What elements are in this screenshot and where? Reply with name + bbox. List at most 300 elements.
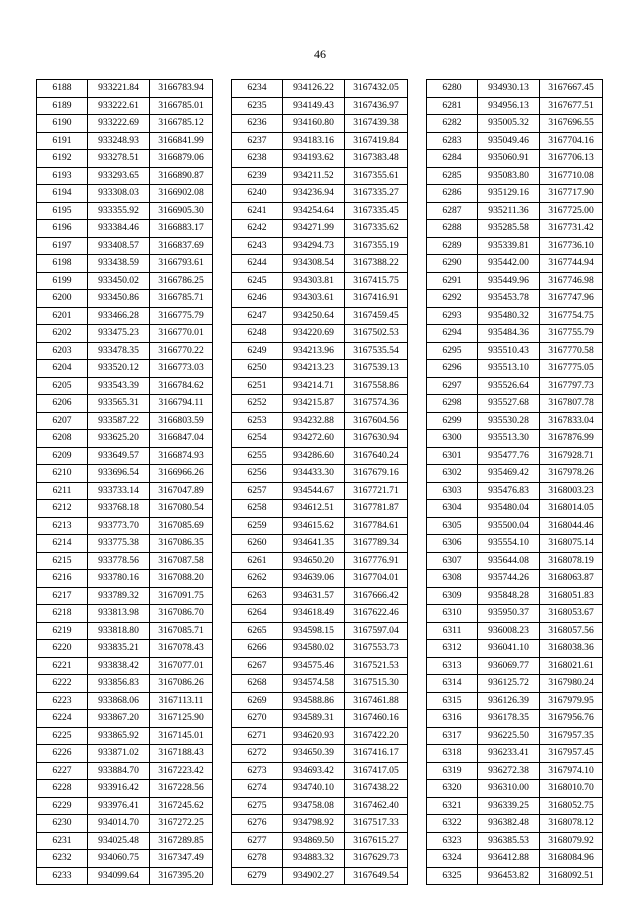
table-row	[232, 692, 408, 710]
point-number-cell: 6199	[37, 272, 88, 290]
table-row	[232, 517, 408, 535]
y-coordinate-cell: 3167419.84	[345, 132, 408, 150]
x-coordinate-cell: 933884.70	[88, 762, 150, 780]
y-coordinate-cell: 3167417.05	[345, 762, 408, 780]
table-row	[232, 290, 408, 308]
y-coordinate-cell: 3167462.40	[345, 797, 408, 815]
x-coordinate-cell: 936125.72	[478, 675, 540, 693]
point-number-cell: 6253	[232, 412, 283, 430]
table-row	[232, 342, 408, 360]
table-row	[232, 255, 408, 273]
point-number-cell: 6292	[427, 290, 478, 308]
x-coordinate-cell: 935060.91	[478, 150, 540, 168]
y-coordinate-cell: 3167704.16	[540, 132, 603, 150]
y-coordinate-cell: 3168003.23	[540, 482, 603, 500]
x-coordinate-cell: 934798.92	[283, 815, 345, 833]
x-coordinate-cell: 935049.46	[478, 132, 540, 150]
point-number-cell: 6254	[232, 430, 283, 448]
y-coordinate-cell: 3168052.75	[540, 797, 603, 815]
table-row	[232, 570, 408, 588]
y-coordinate-cell: 3167979.95	[540, 692, 603, 710]
x-coordinate-cell: 934615.62	[283, 517, 345, 535]
point-number-cell: 6213	[37, 517, 88, 535]
x-coordinate-cell: 935480.04	[478, 500, 540, 518]
x-coordinate-cell: 933856.83	[88, 675, 150, 693]
point-number-cell: 6206	[37, 395, 88, 413]
x-coordinate-cell: 934433.30	[283, 465, 345, 483]
x-coordinate-cell: 935526.64	[478, 377, 540, 395]
x-coordinate-cell: 933835.21	[88, 640, 150, 658]
x-coordinate-cell: 935510.43	[478, 342, 540, 360]
point-number-cell: 6286	[427, 185, 478, 203]
x-coordinate-cell: 934758.08	[283, 797, 345, 815]
point-number-cell: 6235	[232, 97, 283, 115]
y-coordinate-cell: 3166794.11	[150, 395, 213, 413]
y-coordinate-cell: 3167080.54	[150, 500, 213, 518]
x-coordinate-cell: 933768.18	[88, 500, 150, 518]
x-coordinate-cell: 935083.80	[478, 167, 540, 185]
point-number-cell: 6191	[37, 132, 88, 150]
point-number-cell: 6323	[427, 832, 478, 850]
x-coordinate-cell: 934650.39	[283, 745, 345, 763]
table-row	[427, 552, 603, 570]
y-coordinate-cell: 3167086.35	[150, 535, 213, 553]
y-coordinate-cell: 3166793.61	[150, 255, 213, 273]
x-coordinate-cell: 935950.37	[478, 605, 540, 623]
x-coordinate-cell: 934740.10	[283, 780, 345, 798]
x-coordinate-cell: 935477.76	[478, 447, 540, 465]
x-coordinate-cell: 933916.42	[88, 780, 150, 798]
x-coordinate-cell: 935339.81	[478, 237, 540, 255]
y-coordinate-cell: 3166890.87	[150, 167, 213, 185]
table-row	[427, 307, 603, 325]
table-row	[232, 447, 408, 465]
y-coordinate-cell: 3167833.04	[540, 412, 603, 430]
x-coordinate-cell: 936126.39	[478, 692, 540, 710]
y-coordinate-cell: 3167957.45	[540, 745, 603, 763]
point-number-cell: 6251	[232, 377, 283, 395]
x-coordinate-cell: 934183.16	[283, 132, 345, 150]
x-coordinate-cell: 935500.04	[478, 517, 540, 535]
y-coordinate-cell: 3166785.12	[150, 115, 213, 133]
x-coordinate-cell: 934214.71	[283, 377, 345, 395]
point-number-cell: 6211	[37, 482, 88, 500]
table-row	[37, 745, 213, 763]
y-coordinate-cell: 3166966.26	[150, 465, 213, 483]
table-row	[37, 307, 213, 325]
table-row	[232, 675, 408, 693]
table-row	[37, 150, 213, 168]
point-number-cell: 6252	[232, 395, 283, 413]
y-coordinate-cell: 3167245.62	[150, 797, 213, 815]
point-number-cell: 6220	[37, 640, 88, 658]
y-coordinate-cell: 3168078.19	[540, 552, 603, 570]
table-row	[232, 605, 408, 623]
point-number-cell: 6264	[232, 605, 283, 623]
point-number-cell: 6198	[37, 255, 88, 273]
table-row	[427, 762, 603, 780]
y-coordinate-cell: 3167770.58	[540, 342, 603, 360]
x-coordinate-cell: 934250.64	[283, 307, 345, 325]
table-row	[37, 692, 213, 710]
table-row	[427, 850, 603, 868]
y-coordinate-cell: 3167422.20	[345, 727, 408, 745]
table-row	[232, 780, 408, 798]
table-row	[232, 832, 408, 850]
table-row	[232, 622, 408, 640]
y-coordinate-cell: 3167755.79	[540, 325, 603, 343]
point-number-cell: 6285	[427, 167, 478, 185]
y-coordinate-cell: 3167978.26	[540, 465, 603, 483]
point-number-cell: 6280	[427, 80, 478, 98]
x-coordinate-cell: 934308.54	[283, 255, 345, 273]
y-coordinate-cell: 3167539.13	[345, 360, 408, 378]
point-number-cell: 6249	[232, 342, 283, 360]
point-number-cell: 6248	[232, 325, 283, 343]
table-row	[37, 552, 213, 570]
y-coordinate-cell: 3167725.00	[540, 202, 603, 220]
point-number-cell: 6214	[37, 535, 88, 553]
x-coordinate-cell: 934574.58	[283, 675, 345, 693]
point-number-cell: 6215	[37, 552, 88, 570]
x-coordinate-cell: 934930.13	[478, 80, 540, 98]
x-coordinate-cell: 933222.61	[88, 97, 150, 115]
table-row	[427, 430, 603, 448]
table-row	[232, 465, 408, 483]
x-coordinate-cell: 935449.96	[478, 272, 540, 290]
y-coordinate-cell: 3167553.73	[345, 640, 408, 658]
y-coordinate-cell: 3167415.75	[345, 272, 408, 290]
point-number-cell: 6208	[37, 430, 88, 448]
x-coordinate-cell: 934588.86	[283, 692, 345, 710]
table-row	[232, 185, 408, 203]
table-row	[232, 815, 408, 833]
y-coordinate-cell: 3167736.10	[540, 237, 603, 255]
y-coordinate-cell: 3167597.04	[345, 622, 408, 640]
point-number-cell: 6307	[427, 552, 478, 570]
y-coordinate-cell: 3167047.89	[150, 482, 213, 500]
y-coordinate-cell: 3167335.45	[345, 202, 408, 220]
y-coordinate-cell: 3167706.13	[540, 150, 603, 168]
y-coordinate-cell: 3168079.92	[540, 832, 603, 850]
y-coordinate-cell: 3166874.93	[150, 447, 213, 465]
y-coordinate-cell: 3167666.42	[345, 587, 408, 605]
y-coordinate-cell: 3167731.42	[540, 220, 603, 238]
x-coordinate-cell: 933587.22	[88, 412, 150, 430]
y-coordinate-cell: 3166770.01	[150, 325, 213, 343]
table-row	[427, 587, 603, 605]
y-coordinate-cell: 3167078.43	[150, 640, 213, 658]
x-coordinate-cell: 936069.77	[478, 657, 540, 675]
point-number-cell: 6283	[427, 132, 478, 150]
y-coordinate-cell: 3167667.45	[540, 80, 603, 98]
point-number-cell: 6274	[232, 780, 283, 798]
y-coordinate-cell: 3167438.22	[345, 780, 408, 798]
y-coordinate-cell: 3167980.24	[540, 675, 603, 693]
table-row	[232, 552, 408, 570]
point-number-cell: 6221	[37, 657, 88, 675]
point-number-cell: 6230	[37, 815, 88, 833]
point-number-cell: 6241	[232, 202, 283, 220]
table-row	[232, 535, 408, 553]
x-coordinate-cell: 933696.54	[88, 465, 150, 483]
y-coordinate-cell: 3166847.04	[150, 430, 213, 448]
x-coordinate-cell: 934213.23	[283, 360, 345, 378]
table-row	[232, 657, 408, 675]
x-coordinate-cell: 933466.28	[88, 307, 150, 325]
y-coordinate-cell: 3168092.51	[540, 867, 603, 885]
point-number-cell: 6320	[427, 780, 478, 798]
table-row	[232, 307, 408, 325]
y-coordinate-cell: 3166785.01	[150, 97, 213, 115]
point-number-cell: 6293	[427, 307, 478, 325]
point-number-cell: 6324	[427, 850, 478, 868]
x-coordinate-cell: 934639.06	[283, 570, 345, 588]
point-number-cell: 6200	[37, 290, 88, 308]
y-coordinate-cell: 3166883.17	[150, 220, 213, 238]
table-row	[232, 272, 408, 290]
y-coordinate-cell: 3167228.56	[150, 780, 213, 798]
x-coordinate-cell: 936412.88	[478, 850, 540, 868]
point-number-cell: 6312	[427, 640, 478, 658]
point-number-cell: 6210	[37, 465, 88, 483]
y-coordinate-cell: 3166905.30	[150, 202, 213, 220]
point-number-cell: 6300	[427, 430, 478, 448]
x-coordinate-cell: 934294.73	[283, 237, 345, 255]
point-number-cell: 6239	[232, 167, 283, 185]
point-number-cell: 6227	[37, 762, 88, 780]
x-coordinate-cell: 933649.57	[88, 447, 150, 465]
y-coordinate-cell: 3167807.78	[540, 395, 603, 413]
y-coordinate-cell: 3167629.73	[345, 850, 408, 868]
x-coordinate-cell: 934211.52	[283, 167, 345, 185]
table-row	[427, 675, 603, 693]
point-number-cell: 6269	[232, 692, 283, 710]
point-number-cell: 6258	[232, 500, 283, 518]
point-number-cell: 6201	[37, 307, 88, 325]
x-coordinate-cell: 933408.57	[88, 237, 150, 255]
table-row	[232, 167, 408, 185]
y-coordinate-cell: 3167416.91	[345, 290, 408, 308]
point-number-cell: 6205	[37, 377, 88, 395]
point-number-cell: 6218	[37, 605, 88, 623]
table-row	[232, 850, 408, 868]
point-number-cell: 6318	[427, 745, 478, 763]
x-coordinate-cell: 936339.25	[478, 797, 540, 815]
x-coordinate-cell: 935484.36	[478, 325, 540, 343]
x-coordinate-cell: 935744.26	[478, 570, 540, 588]
x-coordinate-cell: 934693.42	[283, 762, 345, 780]
x-coordinate-cell: 933871.02	[88, 745, 150, 763]
x-coordinate-cell: 934580.02	[283, 640, 345, 658]
point-number-cell: 6268	[232, 675, 283, 693]
x-coordinate-cell: 934193.62	[283, 150, 345, 168]
x-coordinate-cell: 933818.80	[88, 622, 150, 640]
point-number-cell: 6314	[427, 675, 478, 693]
point-number-cell: 6306	[427, 535, 478, 553]
x-coordinate-cell: 935480.32	[478, 307, 540, 325]
x-coordinate-cell: 936382.48	[478, 815, 540, 833]
table-row	[427, 727, 603, 745]
x-coordinate-cell: 933438.59	[88, 255, 150, 273]
point-number-cell: 6247	[232, 307, 283, 325]
y-coordinate-cell: 3168021.61	[540, 657, 603, 675]
point-number-cell: 6270	[232, 710, 283, 728]
x-coordinate-cell: 933789.32	[88, 587, 150, 605]
table-row	[427, 482, 603, 500]
point-number-cell: 6309	[427, 587, 478, 605]
point-number-cell: 6244	[232, 255, 283, 273]
y-coordinate-cell: 3168051.83	[540, 587, 603, 605]
table-row	[232, 377, 408, 395]
point-number-cell: 6216	[37, 570, 88, 588]
point-number-cell: 6219	[37, 622, 88, 640]
y-coordinate-cell: 3166775.79	[150, 307, 213, 325]
point-number-cell: 6278	[232, 850, 283, 868]
x-coordinate-cell: 935469.42	[478, 465, 540, 483]
x-coordinate-cell: 934303.81	[283, 272, 345, 290]
table-row	[427, 115, 603, 133]
table-row	[37, 430, 213, 448]
table-row	[232, 412, 408, 430]
page-number: 46	[314, 47, 326, 61]
x-coordinate-cell: 933520.12	[88, 360, 150, 378]
point-number-cell: 6325	[427, 867, 478, 885]
y-coordinate-cell: 3167436.97	[345, 97, 408, 115]
point-number-cell: 6217	[37, 587, 88, 605]
x-coordinate-cell: 934236.94	[283, 185, 345, 203]
y-coordinate-cell: 3167721.71	[345, 482, 408, 500]
table-row	[232, 115, 408, 133]
x-coordinate-cell: 934620.93	[283, 727, 345, 745]
x-coordinate-cell: 934612.51	[283, 500, 345, 518]
point-number-cell: 6257	[232, 482, 283, 500]
x-coordinate-cell: 934544.67	[283, 482, 345, 500]
coordinates-table-right	[426, 79, 603, 885]
table-row	[427, 780, 603, 798]
x-coordinate-cell: 934025.48	[88, 832, 150, 850]
table-row	[37, 517, 213, 535]
y-coordinate-cell: 3167289.85	[150, 832, 213, 850]
y-coordinate-cell: 3168044.46	[540, 517, 603, 535]
table-row	[427, 500, 603, 518]
table-row	[37, 482, 213, 500]
y-coordinate-cell: 3167784.61	[345, 517, 408, 535]
y-coordinate-cell: 3166879.06	[150, 150, 213, 168]
x-coordinate-cell: 933868.06	[88, 692, 150, 710]
point-number-cell: 6229	[37, 797, 88, 815]
y-coordinate-cell: 3168053.67	[540, 605, 603, 623]
point-number-cell: 6189	[37, 97, 88, 115]
table-row	[427, 290, 603, 308]
y-coordinate-cell: 3167335.62	[345, 220, 408, 238]
table-row	[427, 447, 603, 465]
point-number-cell: 6202	[37, 325, 88, 343]
point-number-cell: 6223	[37, 692, 88, 710]
point-number-cell: 6234	[232, 80, 283, 98]
point-number-cell: 6222	[37, 675, 88, 693]
point-number-cell: 6192	[37, 150, 88, 168]
x-coordinate-cell: 934589.31	[283, 710, 345, 728]
x-coordinate-cell: 934060.75	[88, 850, 150, 868]
point-number-cell: 6316	[427, 710, 478, 728]
y-coordinate-cell: 3167355.19	[345, 237, 408, 255]
table-row	[232, 80, 408, 98]
y-coordinate-cell: 3167517.33	[345, 815, 408, 833]
table-row	[232, 150, 408, 168]
point-number-cell: 6255	[232, 447, 283, 465]
y-coordinate-cell: 3167744.94	[540, 255, 603, 273]
point-number-cell: 6310	[427, 605, 478, 623]
table-row	[37, 395, 213, 413]
y-coordinate-cell: 3167615.27	[345, 832, 408, 850]
x-coordinate-cell: 933625.20	[88, 430, 150, 448]
point-number-cell: 6265	[232, 622, 283, 640]
x-coordinate-cell: 934160.80	[283, 115, 345, 133]
x-coordinate-cell: 934631.57	[283, 587, 345, 605]
x-coordinate-cell: 936041.10	[478, 640, 540, 658]
table-row	[427, 167, 603, 185]
table-row	[37, 587, 213, 605]
point-number-cell: 6277	[232, 832, 283, 850]
x-coordinate-cell: 933838.42	[88, 657, 150, 675]
table-row	[427, 132, 603, 150]
point-number-cell: 6296	[427, 360, 478, 378]
table-row	[37, 115, 213, 133]
table-row	[427, 220, 603, 238]
point-number-cell: 6298	[427, 395, 478, 413]
table-row	[37, 535, 213, 553]
table-row	[232, 220, 408, 238]
x-coordinate-cell: 934254.64	[283, 202, 345, 220]
x-coordinate-cell: 935129.16	[478, 185, 540, 203]
table-row	[37, 850, 213, 868]
table-row	[37, 220, 213, 238]
point-number-cell: 6196	[37, 220, 88, 238]
point-number-cell: 6299	[427, 412, 478, 430]
x-coordinate-cell: 934126.22	[283, 80, 345, 98]
x-coordinate-cell: 935476.83	[478, 482, 540, 500]
point-number-cell: 6275	[232, 797, 283, 815]
y-coordinate-cell: 3167461.88	[345, 692, 408, 710]
x-coordinate-cell: 933293.65	[88, 167, 150, 185]
y-coordinate-cell: 3167956.76	[540, 710, 603, 728]
y-coordinate-cell: 3167679.16	[345, 465, 408, 483]
table-row	[37, 605, 213, 623]
point-number-cell: 6226	[37, 745, 88, 763]
point-number-cell: 6232	[37, 850, 88, 868]
point-number-cell: 6290	[427, 255, 478, 273]
y-coordinate-cell: 3167776.91	[345, 552, 408, 570]
y-coordinate-cell: 3168078.12	[540, 815, 603, 833]
x-coordinate-cell: 935848.28	[478, 587, 540, 605]
point-number-cell: 6322	[427, 815, 478, 833]
table-row	[37, 272, 213, 290]
table-row	[37, 675, 213, 693]
x-coordinate-cell: 934641.35	[283, 535, 345, 553]
x-coordinate-cell: 933733.14	[88, 482, 150, 500]
y-coordinate-cell: 3166770.22	[150, 342, 213, 360]
x-coordinate-cell: 933775.38	[88, 535, 150, 553]
table-row	[232, 797, 408, 815]
y-coordinate-cell: 3168057.56	[540, 622, 603, 640]
point-number-cell: 6315	[427, 692, 478, 710]
table-row	[427, 517, 603, 535]
y-coordinate-cell: 3167957.35	[540, 727, 603, 745]
table-row	[232, 482, 408, 500]
point-number-cell: 6304	[427, 500, 478, 518]
point-number-cell: 6308	[427, 570, 478, 588]
